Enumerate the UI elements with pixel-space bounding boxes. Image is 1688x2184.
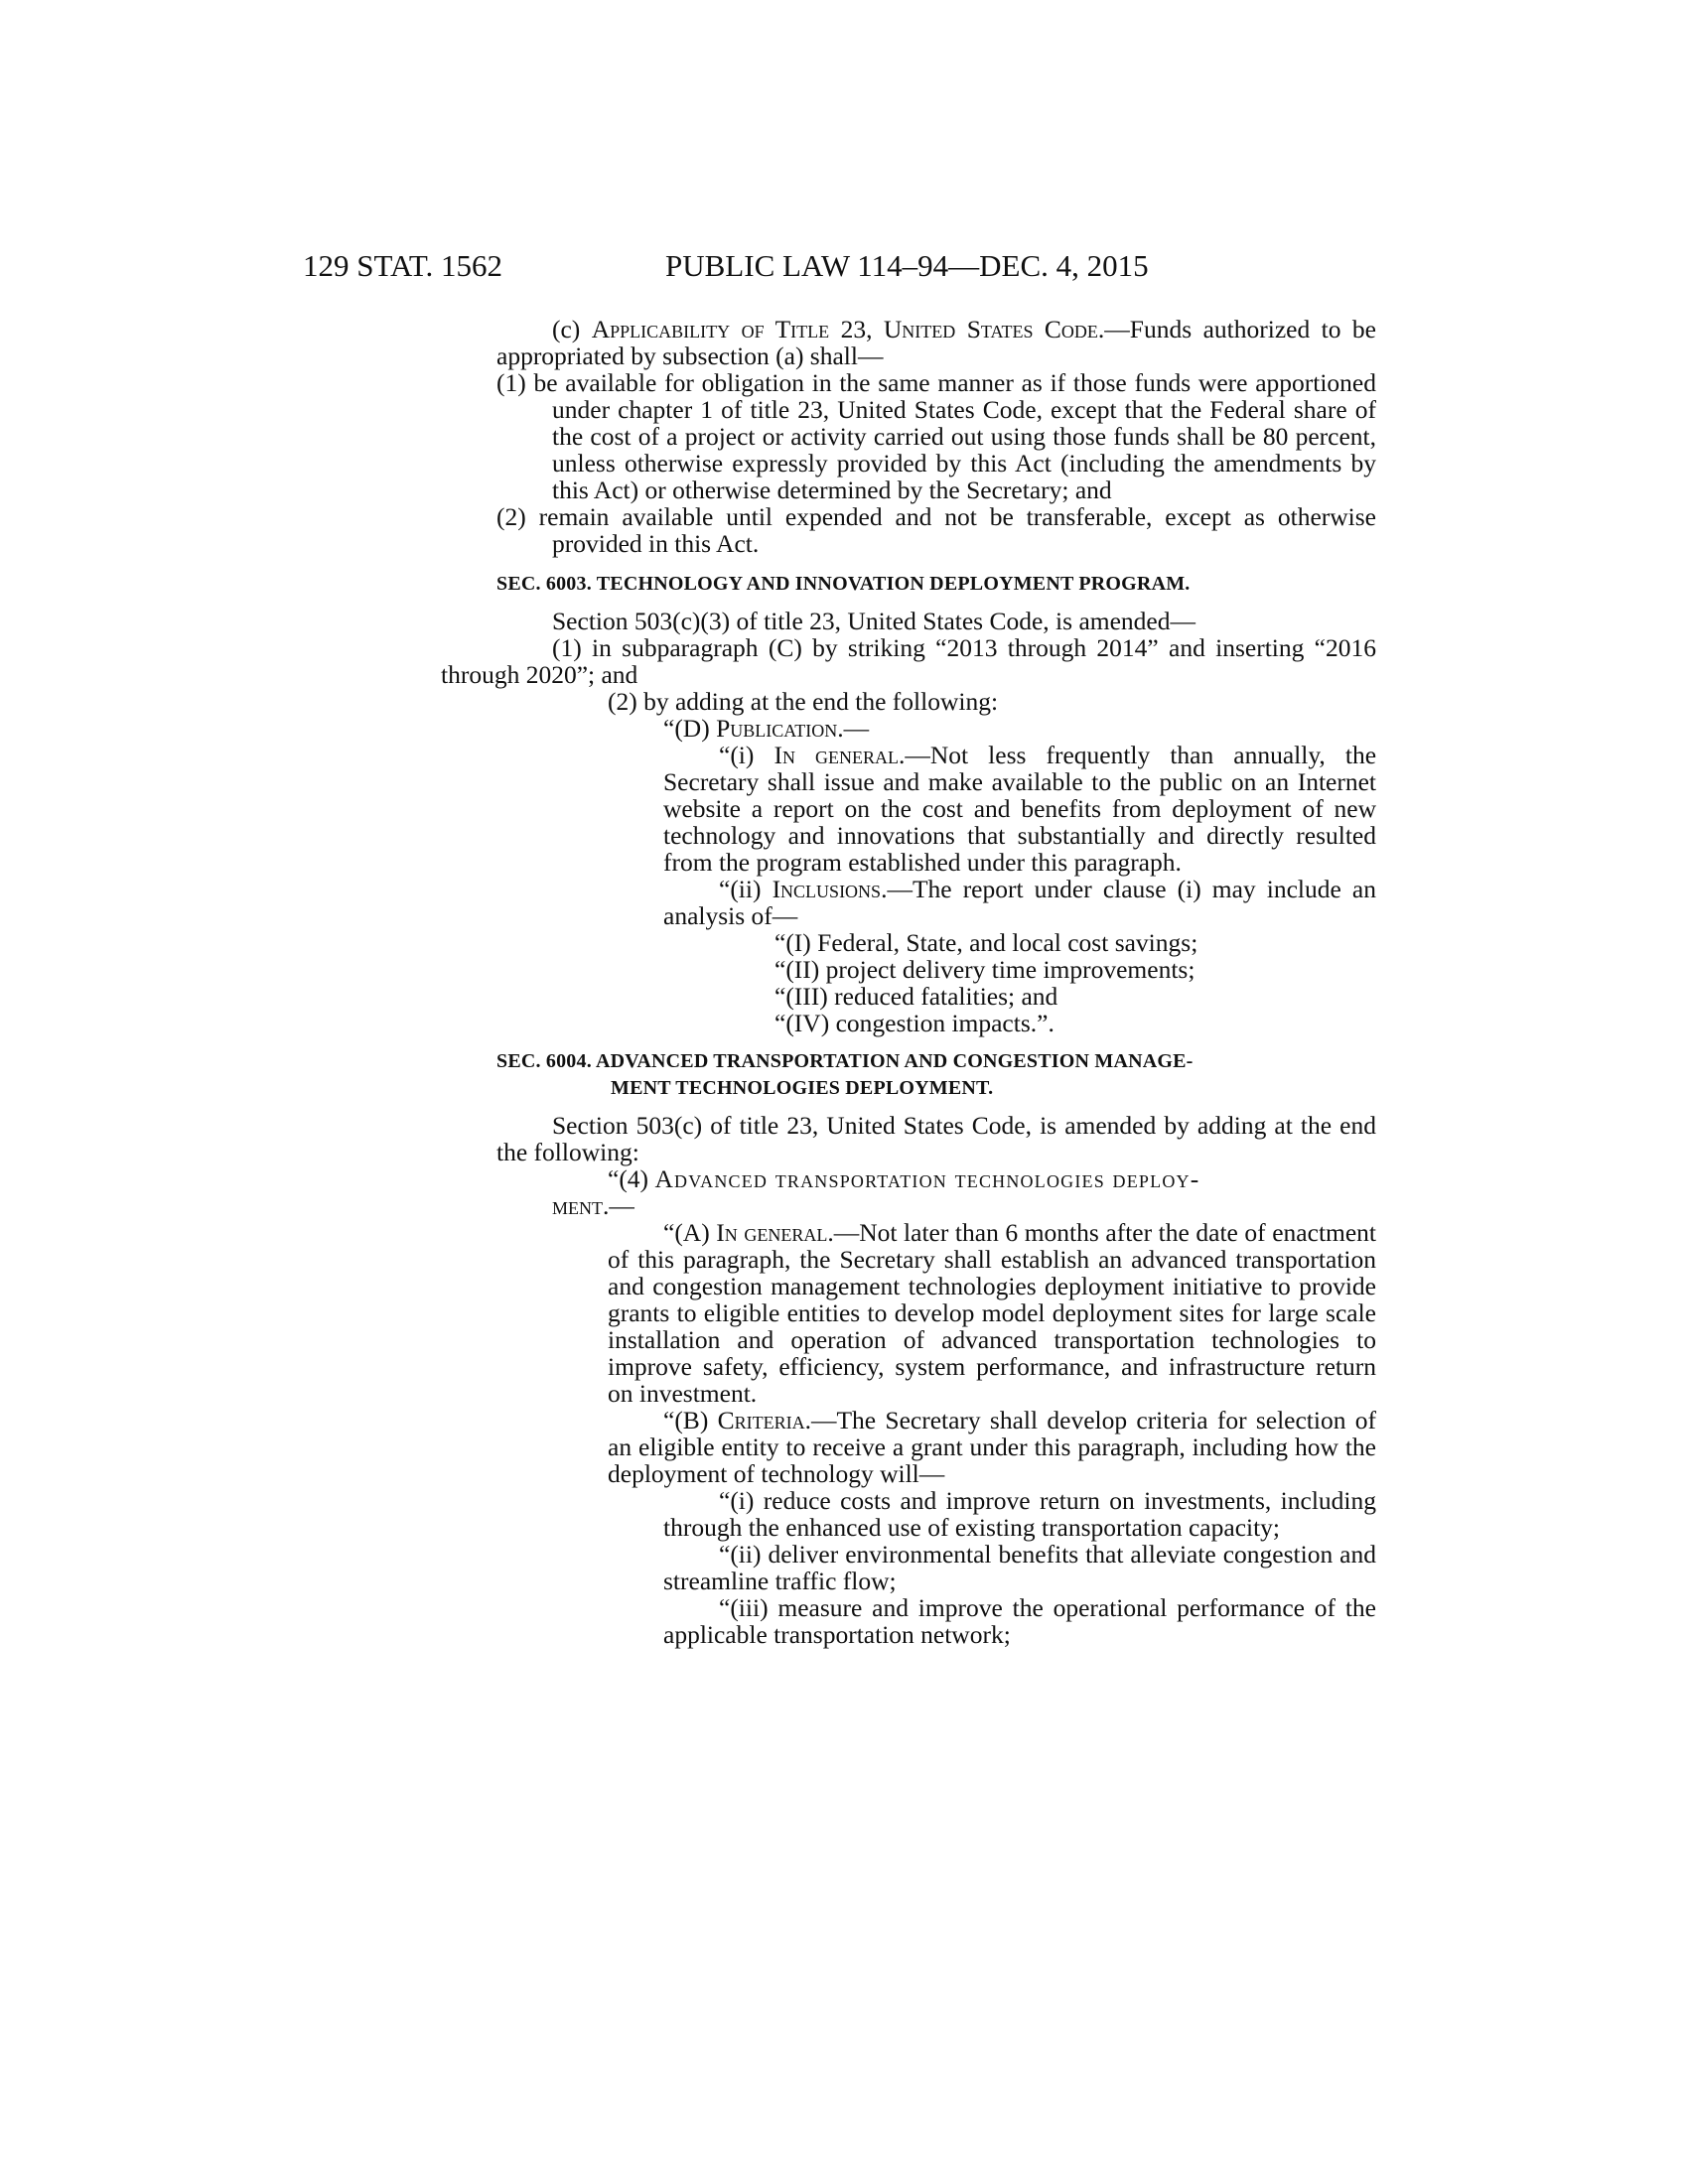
subsection-c-label: (c): [552, 315, 592, 343]
subparagraph-b-heading: Criteria.: [717, 1406, 811, 1434]
subparagraph-b: [496, 1407, 1376, 1487]
subparagraph-a-text: —Not later than 6 months after the date of enactment of this paragraph, the Secretary shall establish an advanced transportation and congestion management technologies deployment initiative to provide grants to eligible entities to develop model deployment sites for large scale installation and operation of advanced transportation technologies to improve safety, efficiency, system performance, and infrastructure return on investment.: [608, 1218, 1377, 1408]
criteria-ii: “(ii) deliver environmental benefits that alleviate congestion and streamline traffic flow;: [663, 1540, 1376, 1595]
subparagraph-d-label: “(D): [663, 714, 717, 743]
paragraph-c2: (2) remain available until expended and not be transferable, except as otherwise provided in this Act.: [496, 502, 1376, 558]
subparagraph-a-heading: In general.: [716, 1218, 834, 1247]
subparagraph-a: [496, 1219, 1376, 1407]
list-item: “(IV) congestion impacts.”.: [774, 1009, 1055, 1037]
clause-i-text: —Not less frequently than annually, the Secretary shall issue and make available to the public on an Internet website a report on the cost and benefits from deployment of new technology and innovations that substantially and directly resulted from the program established under this paragraph.: [663, 741, 1377, 877]
subsection-c-dash-text: —Funds: [1104, 315, 1193, 343]
stat-page-number: 129 STAT. 1562: [303, 248, 503, 283]
subparagraph-b-text: —The Secretary shall develop criteria for selection of an eligible entity to receive a grant under this paragraph, including how the deployment of technology will—: [608, 1406, 1376, 1488]
section-6003-title: SEC. 6003. TECHNOLOGY AND INNOVATION DEPLOYMENT PROGRAM.: [496, 573, 1191, 595]
section-6004-title-line1: SEC. 6004. ADVANCED TRANSPORTATION AND CONGESTION MANAGE-: [496, 1050, 1194, 1072]
paragraph-4-label: “(4): [608, 1164, 655, 1193]
document-body: [441, 315, 1377, 1649]
section-6004-intro: Section 503(c) of title 23, United States Code, is amended by adding at the end the following:: [496, 1111, 1376, 1166]
section-6003-intro: Section 503(c)(3) of title 23, United States Code, is amended—: [552, 607, 1196, 635]
subparagraph-d-dash: —: [843, 714, 870, 743]
subparagraph-a-label: “(A): [663, 1218, 717, 1247]
subsection-c: [496, 316, 1376, 369]
list-item: “(I) Federal, State, and local cost savings;: [774, 928, 1198, 957]
section-6004-title-line2: MENT TECHNOLOGIES DEPLOYMENT.: [611, 1077, 994, 1099]
list-item: “(III) reduced fatalities; and: [774, 982, 1058, 1011]
paragraph-4: [496, 1165, 1376, 1219]
paragraph-c1: (1) be available for obligation in the same manner as if those funds were apportioned under chapter 1 of title 23, United States Code, except that the Federal share of the cost of a project or activity carried out using those funds shall be 80 percent, unless otherwise expressly provided by this Act (including the amendments by this Act) or otherwise determined by the Secretary; and: [496, 368, 1376, 504]
inclusions-list: [496, 929, 1376, 1036]
clause-ii-heading: Inclusions.: [772, 875, 888, 903]
section-6004-title: [496, 1048, 1376, 1102]
clause-ii-label: “(ii): [719, 875, 773, 903]
subsection-c-line2: authorized to be appropriated by subsection (a) shall—: [496, 315, 1376, 370]
clause-i-heading: In general.: [774, 741, 906, 769]
subparagraph-d: [496, 715, 1376, 742]
subparagraph-d-heading: Publication.: [716, 714, 844, 743]
subparagraph-b-label: “(B): [663, 1406, 718, 1434]
subsection-c-heading: Applicability of Title 23, United States Code.: [591, 315, 1105, 343]
paragraph-4-heading-line1: Advanced transportation technologies deploy-: [654, 1164, 1200, 1193]
criteria-iii: “(iii) measure and improve the operational performance of the applicable transportation network;: [663, 1593, 1376, 1649]
clause-ii: [496, 876, 1376, 929]
section-6003-item2: (2) by adding at the end the following:: [608, 687, 999, 716]
running-header: PUBLIC LAW 114–94—DEC. 4, 2015: [665, 248, 1149, 283]
clause-i-label: “(i): [719, 741, 774, 769]
clause-i: [496, 742, 1376, 876]
paragraph-4-heading-line2: ment.: [552, 1191, 610, 1220]
criteria-i: “(i) reduce costs and improve return on investments, including through the enhanced use of existing transportation capacity;: [663, 1486, 1376, 1542]
clause-ii-text: —The report under clause (i) may include an analysis of—: [663, 875, 1376, 930]
section-6003-item1: (1) in subparagraph (C) by striking “2013 through 2014” and inserting “2016 through 2020”; and: [441, 633, 1376, 689]
list-item: “(II) project delivery time improvements;: [774, 955, 1196, 984]
paragraph-4-dash: —: [609, 1191, 634, 1220]
